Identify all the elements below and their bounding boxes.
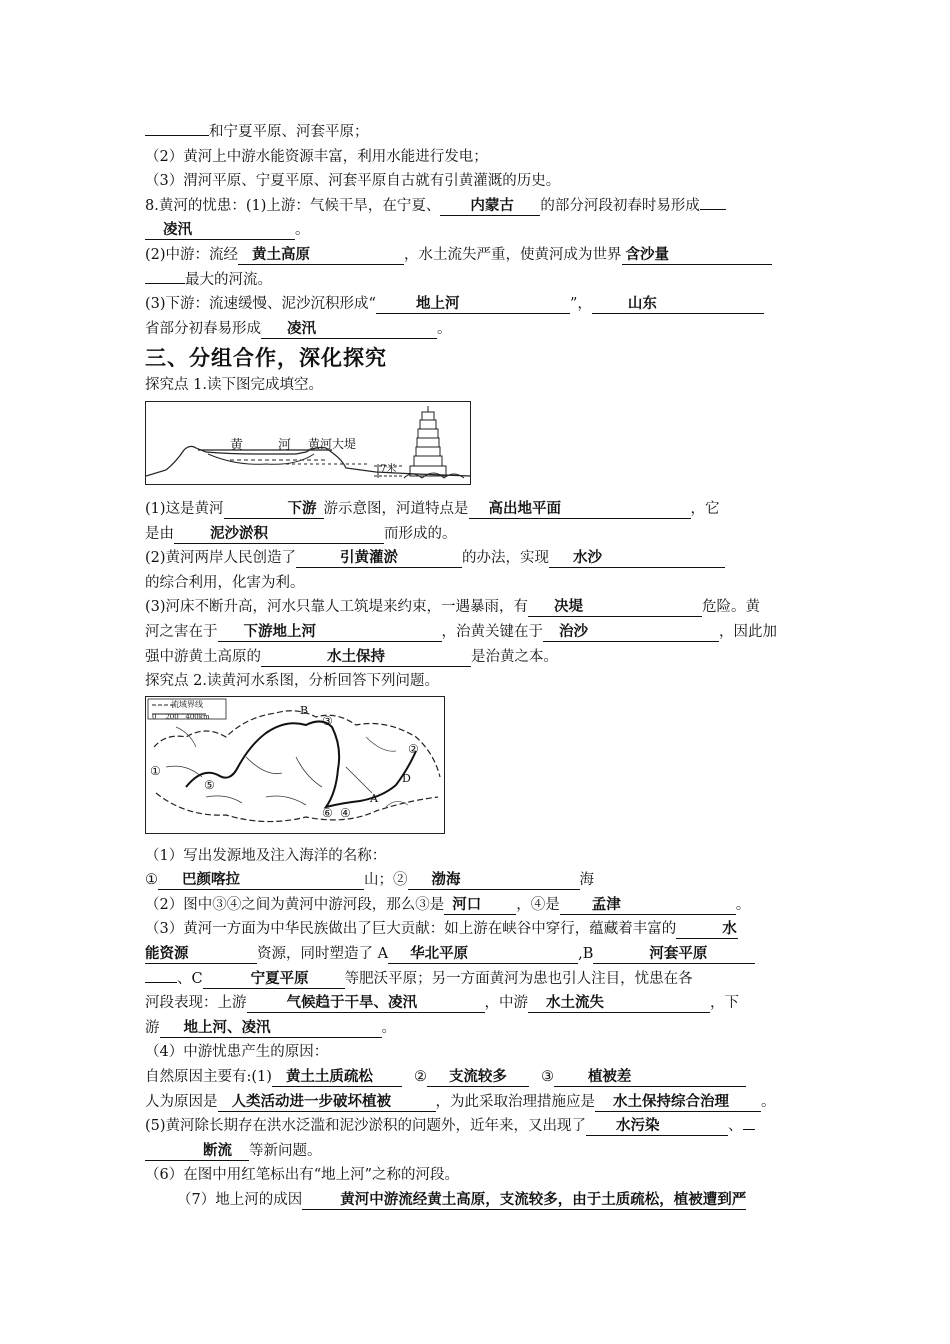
answer-blank: 河口 — [444, 896, 516, 915]
q2-line-5 — [145, 942, 813, 967]
q1-line-3 — [145, 546, 813, 571]
answer-blank: 河套平原 — [593, 945, 755, 964]
answer-blank: 黄土高原 — [238, 246, 404, 265]
legend-line-label: 流域界线 — [171, 699, 203, 709]
q2-line-12 — [145, 1114, 813, 1139]
text: 和宁夏平原、河套平原； — [209, 124, 369, 140]
q1-line-1 — [145, 497, 813, 522]
answer-blank: 气候趋于干旱、凌汛 — [247, 994, 485, 1013]
answer-blank: 黄土土质疏松 — [272, 1068, 402, 1087]
answer-blank: 治沙 — [543, 623, 719, 642]
answer-blank: 植被差 — [554, 1068, 746, 1087]
marker-4: ④ — [340, 805, 351, 820]
q1-line-4: 的综合利用，化害为利。 — [145, 574, 305, 591]
text: ② — [413, 1069, 427, 1086]
text: ③ — [540, 1069, 554, 1086]
marker-d: D — [402, 771, 411, 785]
marker-3: ③ — [322, 713, 333, 728]
text: ① — [145, 872, 158, 889]
q2-line-4 — [145, 917, 813, 942]
line-2: （2）黄河上中游水能资源丰富，利用水能进行发电； — [145, 148, 488, 165]
blank — [700, 209, 726, 210]
text: ，水土流失严重，使黄河成为世界 — [404, 246, 622, 263]
q2-line-14: （6）在图中用红笔标出有“地上河”之称的河段。 — [145, 1167, 460, 1184]
blank — [743, 1129, 755, 1130]
blank — [145, 135, 209, 136]
text: 危险。黄 — [702, 599, 761, 616]
text: 。 — [761, 1093, 776, 1110]
text: 。 — [381, 1019, 396, 1036]
marker-6: ⑥ — [322, 805, 333, 820]
answer-blank: 泥沙淤积 — [174, 525, 384, 544]
answer-blank: 引黄灌淤 — [296, 549, 462, 568]
q2-line-8 — [145, 1016, 813, 1041]
yellow-river-system-map — [145, 696, 445, 834]
text: 。 — [437, 320, 452, 337]
label-height: 7米 — [380, 463, 397, 475]
q2-line-10 — [145, 1065, 813, 1090]
text: 的部分河段初春时易形成 — [540, 197, 700, 214]
text: 自然原因主要有:(1) — [145, 1069, 272, 1086]
text: （2）图中③④之间为黄河中游河段，那么③是 — [145, 896, 445, 913]
text: ,B — [578, 946, 594, 963]
answer-blank: 山东 — [592, 295, 764, 314]
marker-a: A — [370, 791, 378, 805]
line-9 — [145, 317, 813, 342]
answer-blank: 巴颜喀拉 — [158, 871, 364, 890]
answer-blank: 黄河中游流经黄土高原，支流较多，由于土质疏松，植被遭到严 — [302, 1191, 746, 1210]
answer-blank: 凌汛 — [261, 320, 437, 339]
answer-blank: 水土流失 — [528, 994, 710, 1013]
answer-blank: 高出地平面 — [469, 500, 691, 519]
text: (2)黄河两岸人民创造了 — [145, 550, 297, 567]
label-huang: 黄 — [230, 437, 244, 453]
answer-blank: 凌汛 — [145, 221, 295, 240]
marker-2: ② — [408, 741, 419, 756]
pagoda-icon — [404, 406, 464, 478]
q1-line-2 — [145, 522, 813, 547]
text: 海 — [579, 872, 594, 889]
marker-5: ⑤ — [204, 777, 215, 792]
text: ，④是 — [516, 896, 560, 913]
q2-line-3 — [145, 893, 813, 918]
text: 游 — [145, 1019, 160, 1036]
answer-blank: 孟津 — [560, 896, 736, 915]
q1-line-7 — [145, 645, 813, 670]
answer-blank: 支流较多 — [427, 1068, 529, 1087]
yellow-river-cross-section-figure — [145, 401, 471, 485]
q2-line-1: （1）写出发源地及注入海洋的名称： — [145, 847, 387, 864]
text: ”， — [569, 296, 592, 313]
text: 强中游黄土高原的 — [145, 648, 261, 665]
text: (5)黄河除长期存在洪水泛滥和泥沙淤积的问题外，近年来，又出现了 — [145, 1118, 587, 1135]
q2-line-7 — [145, 991, 813, 1016]
text: (3)下游：流速缓慢、泥沙沉积形成“ — [145, 296, 376, 313]
line-5 — [145, 218, 813, 243]
text: ，下 — [710, 995, 739, 1012]
text: （7）地上河的成因 — [177, 1192, 303, 1208]
q2-line-9: （4）中游忧患产生的原因： — [145, 1044, 329, 1061]
text: ，因此加 — [719, 623, 777, 640]
q2-line-2 — [145, 868, 813, 893]
text: ，它 — [690, 500, 720, 517]
text: 河之害在于 — [145, 623, 218, 640]
text: 8.黄河的忧患：(1)上游：气候干旱，在宁夏、 — [145, 197, 441, 214]
text: ，治黄关键在于 — [441, 623, 543, 640]
answer-blank: 渤海 — [408, 871, 580, 890]
answer-blank: 下游 — [224, 500, 324, 519]
label-he: 河 — [278, 437, 292, 453]
text: 、 — [728, 1118, 743, 1135]
q1-line-6 — [145, 620, 813, 645]
q2-line-13 — [145, 1139, 813, 1164]
text: 游示意图，河道特点是 — [323, 500, 469, 517]
text: 、C — [177, 970, 203, 987]
line-3: （3）渭河平原、宁夏平原、河套平原自古就有引黄灌溉的历史。 — [145, 173, 561, 190]
answer-blank: 断流 — [145, 1142, 249, 1161]
answer-blank: 地上河 — [376, 295, 570, 314]
text: 资源，同时塑造了 A — [257, 946, 389, 963]
probe-point-1: 探究点 1.读下图完成填空。 — [145, 377, 323, 394]
section-heading: 三、分组合作，深化探究 — [145, 345, 387, 371]
probe-point-2: 探究点 2.读黄河水系图，分析回答下列问题。 — [145, 673, 439, 690]
line-4 — [145, 194, 813, 219]
text: 是由 — [145, 525, 174, 542]
text: （3）黄河一方面为中华民族做出了巨大贡献：如上游在峡谷中穿行，蕴藏着丰富的 — [145, 921, 677, 938]
q1-line-5 — [145, 595, 813, 620]
answer-blank: 水土保持综合治理 — [595, 1093, 761, 1112]
answer-blank: 内蒙古 — [440, 197, 540, 216]
text: 山；② — [364, 872, 408, 889]
line-1 — [145, 120, 813, 145]
blank — [145, 283, 185, 284]
line-6 — [145, 243, 813, 268]
answer-blank: 水 — [676, 920, 738, 939]
q2-line-6 — [145, 967, 813, 992]
answer-blank: 水污染 — [586, 1117, 728, 1136]
answer-blank: 华北平原 — [388, 945, 578, 964]
text: 的办法，实现 — [462, 550, 550, 567]
blank — [145, 982, 177, 983]
marker-b: B — [300, 703, 309, 717]
text: 而形成的。 — [384, 525, 457, 542]
text: ，中游 — [484, 995, 528, 1012]
answer-blank: 宁夏平原 — [203, 970, 345, 989]
text: 等肥沃平原；另一方面黄河为患也引人注目，忧患在各 — [344, 970, 693, 987]
text: (2)中游：流经 — [145, 246, 239, 263]
marker-1: ① — [150, 763, 161, 778]
text: 等新问题。 — [249, 1142, 322, 1159]
text: 最大的河流。 — [185, 271, 272, 288]
label-dike: 黄河大堤 — [308, 436, 357, 451]
answer-blank: 下游地上河 — [218, 623, 442, 642]
answer-blank: 水沙 — [549, 549, 725, 568]
answer-blank: 地上河、凌汛 — [160, 1019, 382, 1038]
answer-blank: 水土保持 — [261, 648, 471, 667]
legend-scale: 0 200 400km — [152, 712, 210, 721]
text: (1)这是黄河 — [145, 500, 224, 517]
text: 。 — [735, 896, 751, 913]
answer-blank: 含沙量 — [622, 246, 772, 265]
text: 省部分初春易形成 — [145, 320, 261, 337]
text: (3)河床不断升高，河水只靠人工筑堤来约束，一遇暴雨，有 — [145, 599, 529, 616]
text: 。 — [295, 222, 310, 239]
q2-line-15 — [145, 1188, 813, 1213]
answer-blank: 决堤 — [528, 598, 702, 617]
line-7 — [145, 268, 813, 293]
line-8 — [145, 292, 813, 317]
q2-line-11 — [145, 1090, 813, 1115]
answer-blank: 人类活动进一步破坏植被 — [218, 1093, 436, 1112]
text: 人为原因是 — [145, 1093, 218, 1110]
worksheet-page — [145, 120, 813, 1213]
text: 是治黄之本。 — [471, 648, 558, 665]
text: ，为此采取治理措施应是 — [435, 1093, 595, 1110]
text: 河段表现：上游 — [145, 995, 247, 1012]
answer-blank: 能资源 — [145, 945, 257, 964]
